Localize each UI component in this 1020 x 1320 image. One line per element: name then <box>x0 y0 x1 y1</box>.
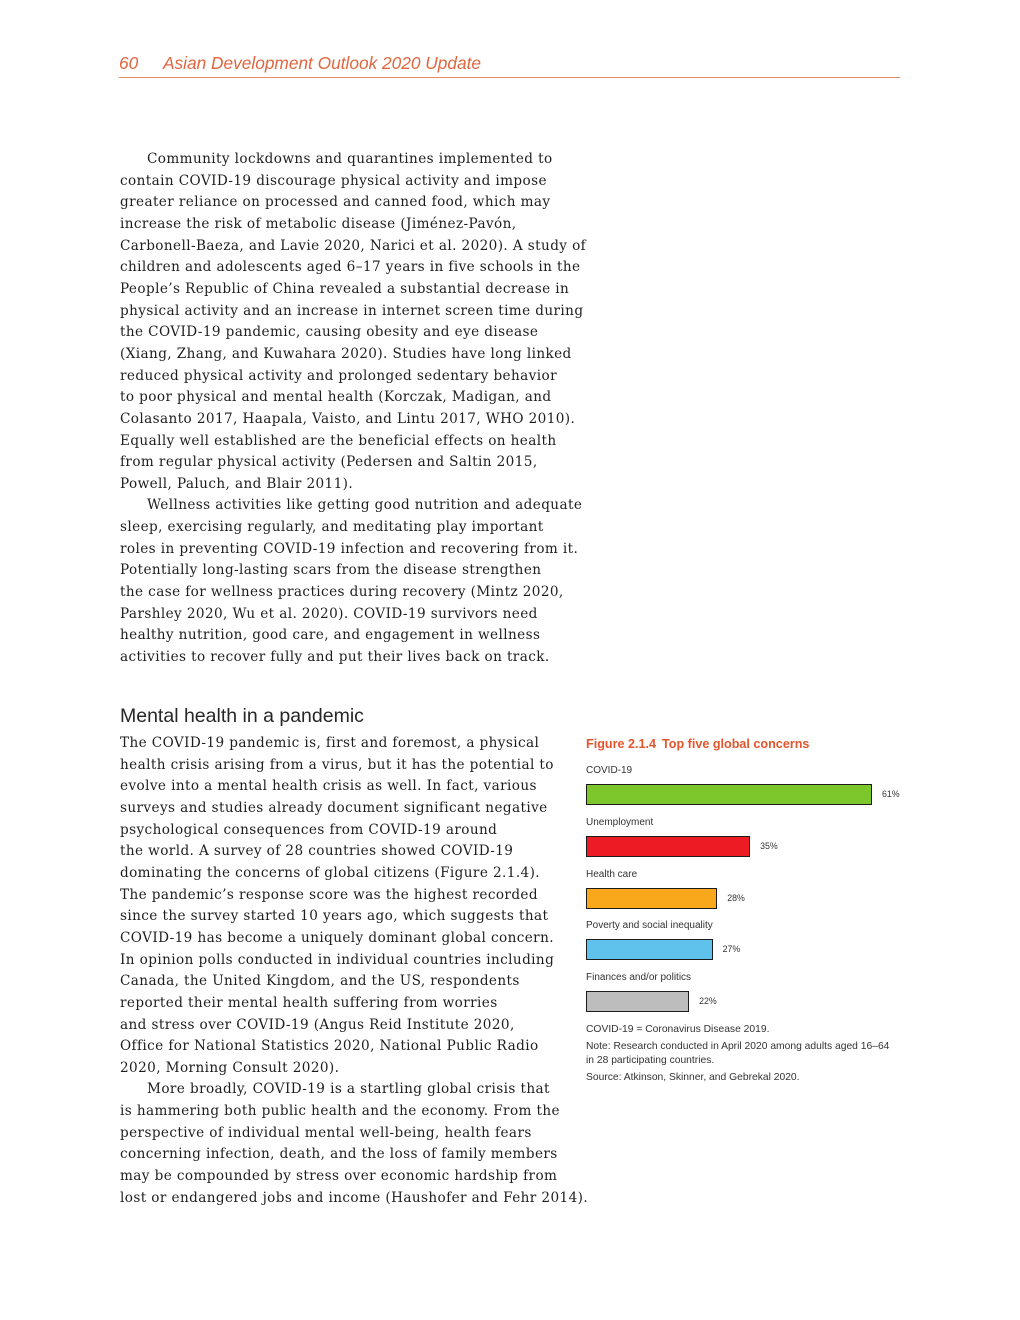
section-heading: Mental health in a pandemic <box>120 705 364 727</box>
text-line: contain COVID-19 discourage physical activity and impose <box>120 172 547 189</box>
text-line: health crisis arising from a virus, but it has the potential to <box>120 756 554 773</box>
text-line: Carbonell-Baeza, and Lavie 2020, Narici et al. 2020). A study of <box>120 237 587 254</box>
text-line: since the survey started 10 years ago, which suggests that <box>120 908 549 925</box>
text-line: COVID-19 has become a uniquely dominant global concern. <box>120 929 554 946</box>
bar <box>586 836 750 857</box>
body-text-section-1 <box>120 149 590 668</box>
figure-number: Figure 2.1.4 <box>586 737 656 751</box>
text-line: Potentially long-lasting scars from the disease strengthen <box>120 562 542 579</box>
running-head-title: Asian Development Outlook 2020 Update <box>163 53 481 73</box>
text-line: to poor physical and mental health (Korczak, Madigan, and <box>120 389 552 406</box>
figure-notes <box>586 1023 900 1085</box>
text-line: Colasanto 2017, Haapala, Vaisto, and Lintu 2017, WHO 2010). <box>120 410 576 427</box>
text-line: evolve into a mental health crisis as well. In fact, various <box>120 778 537 795</box>
text-line: concerning infection, death, and the loss of family members <box>120 1146 558 1163</box>
bar-row <box>586 817 900 869</box>
figure-title <box>586 735 809 753</box>
text-line: physical activity and an increase in internet screen time during <box>120 302 584 319</box>
text-line: the world. A survey of 28 countries showed COVID-19 <box>120 843 514 860</box>
paragraph <box>120 149 590 495</box>
text-line: Office for National Statistics 2020, National Public Radio <box>120 1038 539 1055</box>
text-line: healthy nutrition, good care, and engagement in wellness <box>120 627 541 644</box>
text-line: is hammering both public health and the economy. From the <box>120 1103 560 1120</box>
text-line: People’s Republic of China revealed a substantial decrease in <box>120 281 570 298</box>
body-text-section-2 <box>120 733 590 1209</box>
text-line: 2020, Morning Consult 2020). <box>120 1059 340 1076</box>
text-line: Wellness activities like getting good nutrition and adequate <box>147 497 583 514</box>
text-line: psychological consequences from COVID-19 around <box>120 821 498 838</box>
text-line: the case for wellness practices during recovery (Mintz 2020, <box>120 584 564 600</box>
text-line: Parshley 2020, Wu et al. 2020). COVID-19 survivors need <box>120 605 538 622</box>
text-line: activities to recover fully and put their lives back on track. <box>120 648 550 665</box>
bar-value-label: 35% <box>760 840 778 851</box>
bar-chart <box>586 765 900 1024</box>
figure-caption: Top five global concerns <box>662 737 810 751</box>
bar <box>586 784 872 805</box>
text-line: reported their mental health suffering from worries <box>120 994 498 1011</box>
bar-value-label: 27% <box>722 944 741 955</box>
text-line: The COVID-19 pandemic is, first and foremost, a physical <box>120 735 540 752</box>
text-line: reduced physical activity and prolonged sedentary behavior <box>120 367 557 384</box>
text-line: (Xiang, Zhang, and Kuwahara 2020). Studies have long linked <box>120 345 572 362</box>
bar-row <box>586 920 900 972</box>
bar-category-label: Poverty and social inequality <box>586 920 713 932</box>
bar-row <box>586 869 900 921</box>
paragraph <box>120 1079 590 1209</box>
bar-value-label: 28% <box>727 892 745 903</box>
text-line: greater reliance on processed and canned food, which may <box>120 194 551 211</box>
text-line: perspective of individual mental well-being, health fears <box>120 1124 532 1141</box>
text-line: lost or endangered jobs and income (Haushofer and Fehr 2014). <box>120 1189 589 1206</box>
text-line: Community lockdowns and quarantines implemented to <box>147 151 553 168</box>
text-line: sleep, exercising regularly, and meditating play important <box>120 519 544 536</box>
bar-category-label: Unemployment <box>586 816 654 828</box>
bar-category-label: Finances and/or politics <box>586 972 692 983</box>
bar-category-label: COVID-19 <box>586 765 633 776</box>
figure-note-line: in 28 participating countries. <box>586 1055 715 1066</box>
figure-abbreviation: COVID-19 = Coronavirus Disease 2019. <box>586 1024 770 1035</box>
text-line: from regular physical activity (Pedersen and Saltin 2015, <box>120 454 538 471</box>
text-line: dominating the concerns of global citizens (Figure 2.1.4). <box>120 865 541 882</box>
text-line: Equally well established are the beneficial effects on health <box>120 432 557 449</box>
text-line: Canada, the United Kingdom, and the US, respondents <box>120 973 520 990</box>
text-line: The pandemic’s response score was the highest recorded <box>120 886 538 903</box>
bar <box>586 939 713 960</box>
text-line: In opinion polls conducted in individual countries including <box>120 951 555 968</box>
figure-source: Source: Atkinson, Skinner, and Gebrekal 2020. <box>586 1072 800 1083</box>
text-line: Powell, Paluch, and Blair 2011). <box>120 475 354 492</box>
text-line: More broadly, COVID-19 is a startling global crisis that <box>147 1081 550 1098</box>
text-line: and stress over COVID-19 (Angus Reid Institute 2020, <box>120 1016 515 1033</box>
text-line: surveys and studies already document significant negative <box>120 800 548 817</box>
text-line: children and adolescents aged 6–17 years in five schools in the <box>120 259 581 276</box>
figure <box>586 735 900 1095</box>
text-line: increase the risk of metabolic disease (Jiménez-Pavón, <box>120 216 517 233</box>
bar-value-label: 22% <box>699 996 717 1006</box>
bar-row <box>586 972 900 1024</box>
figure-note-line: Note: Research conducted in April 2020 among adults aged 16–64 <box>586 1041 890 1052</box>
text-line: roles in preventing COVID-19 infection and recovering from it. <box>120 540 579 557</box>
bar <box>586 991 689 1012</box>
bar-value-label: 61% <box>882 789 900 799</box>
paragraph <box>120 495 590 668</box>
bar-category-label: Health care <box>586 868 638 880</box>
page-number: 60 <box>119 53 139 73</box>
text-line: may be compounded by stress over economic hardship from <box>120 1168 558 1184</box>
bar <box>586 888 717 909</box>
text-line: the COVID-19 pandemic, causing obesity and eye disease <box>120 324 539 341</box>
header-rule <box>119 77 900 78</box>
bar-row <box>586 765 900 817</box>
paragraph <box>120 733 590 1079</box>
